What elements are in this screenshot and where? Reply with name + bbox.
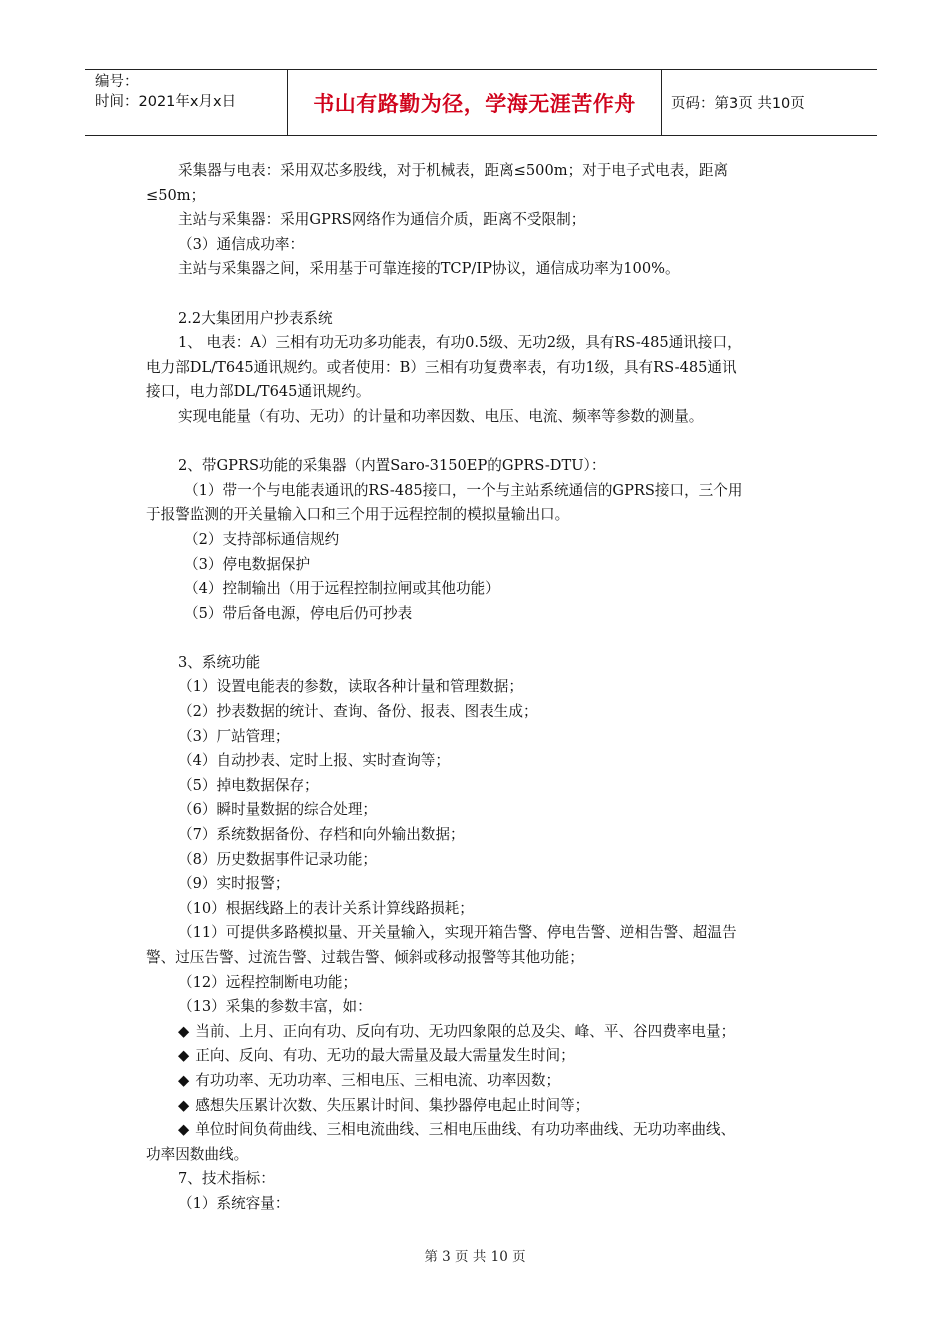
diamond-bullet-icon: ◆	[178, 1071, 190, 1089]
diamond-bullet-icon: ◆	[178, 1121, 190, 1139]
document-date: 时间：2021年x月x日	[95, 94, 237, 110]
header-page-cell	[662, 70, 877, 135]
section-heading: 3、系统功能	[178, 653, 261, 671]
list-item: （6）瞬时量数据的综合处理；	[178, 801, 378, 819]
list-item: （13）采集的参数丰富，如：	[178, 998, 372, 1016]
list-item: （2）抄表数据的统计、查询、备份、报表、图表生成；	[178, 703, 538, 721]
section-heading: 2.2大集团用户抄表系统	[178, 309, 333, 327]
bullet-item	[146, 1069, 826, 1094]
list-item: （11）可提供多路模拟量、开关量输入，实现开箱告警、停电告警、逆相告警、超温告	[178, 924, 737, 942]
list-item: （5）掉电数据保存；	[178, 776, 319, 794]
bullet-item	[146, 1094, 826, 1119]
list-item: （9）实时报警；	[178, 875, 290, 893]
list-item: （3）停电数据保护	[184, 555, 311, 573]
bullet-item	[146, 1044, 826, 1069]
bullet-text: 有功功率、无功功率、三相电压、三相电流、功率因数；	[195, 1071, 561, 1089]
list-item: （5）带后备电源，停电后仍可抄表	[184, 604, 413, 622]
list-item: （1）带一个与电能表通讯的RS-485接口，一个与主站系统通信的GPRS接口，三个用	[184, 481, 743, 499]
list-item: （3）厂站管理；	[178, 727, 290, 745]
paragraph-line: 1、 电表：A）三相有功无功多功能表，有功0.5级、无功2级，具有RS-485通讯接口，	[178, 334, 742, 352]
paragraph-line: 电力部DL/T645通讯规约。或者使用：B）三相有功复费率表，有功1级，具有RS-485通讯	[146, 358, 737, 376]
blank-line	[146, 282, 826, 307]
paragraph-line: 主站与采集器：采用GPRS网络作为通信介质，距离不受限制；	[178, 211, 586, 229]
bullet-text: 当前、上月、正向有功、反向有功、无功四象限的总及尖、峰、平、谷四费率电量；	[195, 1022, 736, 1040]
list-item: （10）根据线路上的表计关系计算线路损耗；	[178, 899, 474, 917]
paragraph-line: （3）通信成功率：	[178, 235, 305, 253]
document-number: 编号：	[95, 74, 139, 90]
bullet-text: 正向、反向、有功、无功的最大需量及最大需量发生时间；	[195, 1047, 575, 1065]
diamond-bullet-icon: ◆	[178, 1096, 190, 1114]
paragraph-line: 功率因数曲线。	[146, 1145, 249, 1163]
paragraph-line: ≤50m；	[146, 186, 206, 204]
page-header	[85, 69, 877, 136]
header-meta-cell	[85, 70, 288, 135]
list-item: （7）系统数据备份、存档和向外输出数据；	[178, 826, 465, 844]
motto-text: 书山有路勤为径，学海无涯苦作舟	[313, 91, 636, 116]
list-item: （1）设置电能表的参数，读取各种计量和管理数据；	[178, 678, 523, 696]
bullet-text: 感想失压累计次数、失压累计时间、集抄器停电起止时间等；	[195, 1096, 590, 1114]
list-item: （2）支持部标通信规约	[184, 530, 340, 548]
diamond-bullet-icon: ◆	[178, 1022, 190, 1040]
list-item: （12）远程控制断电功能；	[178, 973, 358, 991]
list-item: （4）自动抄表、定时上报、实时查询等；	[178, 752, 450, 770]
paragraph-line: 于报警监测的开关量输入口和三个用于远程控制的模拟量输出口。	[146, 506, 570, 524]
paragraph-line: 采集器与电表：采用双芯多股线，对于机械表，距离≤500m；对于电子式电表，距离	[178, 162, 729, 179]
paragraph-line: 接口，电力部DL/T645通讯规约。	[146, 383, 371, 401]
section-heading: 7、技术指标：	[178, 1170, 275, 1188]
page-footer: 第 3 页 共 10 页	[424, 1249, 526, 1265]
list-item: （4）控制输出（用于远程控制拉闸或其他功能）	[184, 580, 500, 598]
diamond-bullet-icon: ◆	[178, 1047, 190, 1065]
header-motto-cell	[288, 70, 662, 135]
bullet-item	[146, 1020, 826, 1045]
paragraph-line: 警、过压告警、过流告警、过载告警、倾斜或移动报警等其他功能；	[146, 949, 584, 966]
bullet-item	[146, 1118, 826, 1143]
document-body	[146, 159, 826, 1217]
blank-line	[146, 430, 826, 455]
list-item: （1）系统容量：	[178, 1194, 290, 1212]
header-page-number: 页码：第3页 共10页	[671, 96, 805, 112]
paragraph-line: 主站与采集器之间，采用基于可靠连接的TCP/IP协议，通信成功率为100%。	[178, 260, 680, 278]
bullet-text: 单位时间负荷曲线、三相电流曲线、三相电压曲线、有功功率曲线、无功功率曲线、	[195, 1121, 736, 1139]
paragraph-line: 实现电能量（有功、无功）的计量和功率因数、电压、电流、频率等参数的测量。	[178, 407, 704, 425]
section-heading: 2、带GPRS功能的采集器（内置Saro-3150EP的GPRS-DTU）：	[178, 457, 606, 475]
blank-line	[146, 626, 826, 651]
list-item: （8）历史数据事件记录功能；	[178, 850, 378, 868]
